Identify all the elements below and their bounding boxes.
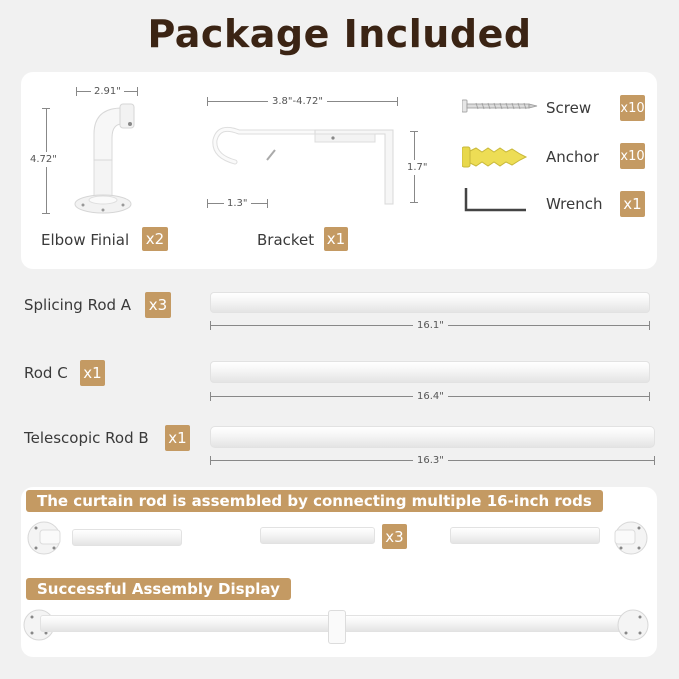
anchor-image — [462, 144, 528, 170]
rod-a-label: Splicing Rod A — [24, 296, 132, 314]
assembled-right-finial-image — [616, 608, 650, 642]
assembly-rod-c-image — [72, 529, 182, 546]
bracket-hook-text: 1.3" — [224, 198, 251, 209]
rod-b-image — [210, 426, 655, 448]
bracket-image — [205, 112, 400, 208]
elbow-finial-qty-badge: x2 — [142, 227, 168, 251]
bracket-label: Bracket — [257, 231, 315, 249]
assembly-banner: The curtain rod is assembled by connecting multiple 16-inch rods — [26, 490, 603, 512]
wrench-image — [464, 186, 528, 214]
screw-image — [462, 98, 538, 114]
elbow-finial-height-text: 4.72" — [30, 154, 57, 165]
rod-a-image — [210, 292, 650, 313]
elbow-finial-width-text: 2.91" — [91, 86, 124, 97]
anchor-qty-badge: x10 — [620, 143, 645, 169]
rod-a-length: 16.1" — [413, 320, 448, 331]
bracket-qty-badge: x1 — [324, 227, 348, 251]
elbow-finial-label: Elbow Finial — [41, 231, 130, 249]
assembly-rod-a-image — [260, 527, 375, 544]
bracket-height-text: 1.7" — [407, 162, 428, 173]
assembled-center-bracket-image — [328, 610, 346, 644]
assembly-middle-qty-badge: x3 — [382, 524, 407, 549]
rod-b-length: 16.3" — [413, 455, 448, 466]
assembly-display-banner: Successful Assembly Display — [26, 578, 291, 600]
elbow-finial-image — [68, 94, 144, 218]
rod-c-qty-badge: x1 — [80, 360, 105, 386]
screw-label: Screw — [546, 99, 592, 117]
rod-a-qty-badge: x3 — [145, 292, 171, 318]
page-title: Package Included — [147, 12, 532, 56]
rod-c-label: Rod C — [24, 364, 68, 382]
rod-c-image — [210, 361, 650, 383]
screw-qty-badge: x10 — [620, 95, 645, 121]
rod-b-qty-badge: x1 — [165, 425, 190, 451]
rod-b-label: Telescopic Rod B — [24, 429, 149, 447]
wrench-qty-badge: x1 — [620, 191, 645, 217]
left-finial-image — [26, 520, 62, 556]
bracket-extension-text: 3.8"-4.72" — [268, 96, 327, 107]
wrench-label: Wrench — [546, 195, 603, 213]
assembly-rod-b-image — [450, 527, 600, 544]
anchor-label: Anchor — [546, 148, 599, 166]
right-finial-image — [613, 520, 649, 556]
rod-c-length: 16.4" — [413, 391, 448, 402]
